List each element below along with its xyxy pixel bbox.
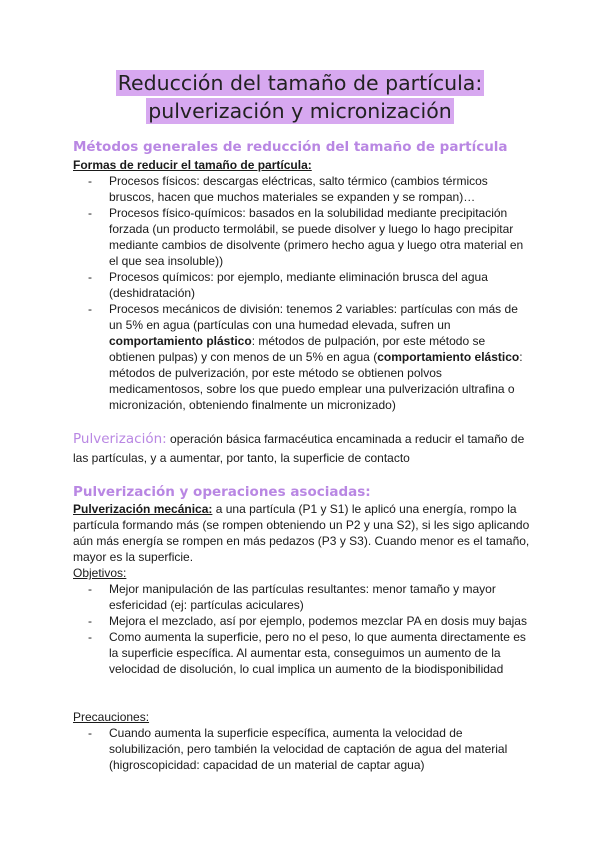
list-precauciones [73,725,533,773]
term-comportamiento-elastico: comportamiento elástico [377,350,520,364]
objetivos-label: Objetivos: [73,566,127,580]
title-line-1: Reducción del tamaño de partícula: [117,71,483,95]
term-comportamiento-plastico: comportamiento plástico [109,334,252,348]
bullet-dash: - [88,206,92,220]
list-item-text: Como aumenta la superficie, pero no el peso, lo que aumenta directamente es la superficie específica. Al aumentar esta, conseguimos un aumento de la velocidad de disolución, lo cual implica un aumento de la biodisponibilidad [109,630,526,676]
list-item [73,301,533,413]
paragraph-text: a una partícula (P1 y S1) le aplicó una energía, rompo la partícula formando más (se rompen obteniendo un P2 y una S2), si les sigo aplicando aún más energía se rompen en más pedazos (P3 y S3). Cuando menor es el tamaño, mayor es la superficie. [73,502,530,564]
title-line-2: pulverización y micronización [148,99,452,123]
list-item-text: : métodos de pulpación, por este método se obtienen pulpas) y con menos de un 5% en agua ( [109,334,486,364]
list-formas [73,173,533,413]
bullet-dash: - [88,582,92,596]
bullet-dash: - [88,302,92,316]
term-pulverizacion-mecanica: Pulverización mecánica: [73,502,213,516]
list-item-text: Mejora el mezclado, así por ejemplo, podemos mezclar PA en dosis muy bajas [109,614,527,628]
precauciones-label: Precauciones: [73,710,150,724]
bullet-dash: - [88,726,92,740]
section-heading-metodos: Métodos generales de reducción del tamaño de partícula [73,139,508,155]
list-item-text: Procesos físico-químicos: basados en la solubilidad mediante precipitación forzada (un producto termolábil, se puede disolver y luego lo hago precipitar mediante cambios de disolvente (primero hecho agua y luego otra material en el que sea insoluble)) [109,206,524,268]
section-heading-operaciones: Pulverización y operaciones asociadas: [73,484,371,500]
definition-text: operación básica farmacéutica encaminada a reducir el tamaño de las partículas, y a aumentar, por tanto, la superficie de contacto [73,432,525,465]
list-item [73,581,533,613]
list-item [73,613,533,629]
bullet-dash: - [88,174,92,188]
list-item-text: Procesos mecánicos de división: tenemos 2 variables: partículas con más de un 5% en agua (partículas con una humedad elevada, sufren un [109,302,518,332]
list-item-text: Procesos físicos: descargas eléctricas, salto térmico (cambios térmicos bruscos, hacen que muchos materiales se expanden y se rompan)… [109,174,488,204]
pulverizacion-mecanica-paragraph [73,501,533,565]
list-objetivos [73,581,533,677]
document-title [0,70,600,124]
list-item-text: Procesos químicos: por ejemplo, mediante eliminación brusca del agua (deshidratación) [109,270,488,300]
list-item [73,173,533,205]
section-heading-pulverizacion: Pulverización: [73,431,167,447]
list-item [73,269,533,301]
list-item-text: : métodos de pulverización, por este método se obtienen polvos medicamentosos, sobre los que puedo emplear una pulverización ultrafina o micronización, obteniendo finalmente un micronizado) [109,350,523,412]
bullet-dash: - [88,614,92,628]
list-item-text: Cuando aumenta la superficie específica, aumenta la velocidad de solubilización, pero también la velocidad de captación de agua del material (higroscopicidad: capacidad de un material de captar agua) [109,726,508,772]
subheading-formas: Formas de reducir el tamaño de partícula: [73,158,312,172]
list-item [73,725,533,773]
list-item [73,205,533,269]
bullet-dash: - [88,270,92,284]
bullet-dash: - [88,630,92,644]
list-item-text: Mejor manipulación de las partículas resultantes: menor tamaño y mayor esfericidad (ej: partículas aciculares) [109,582,496,612]
list-item [73,629,533,677]
pulverizacion-definition [73,430,533,468]
